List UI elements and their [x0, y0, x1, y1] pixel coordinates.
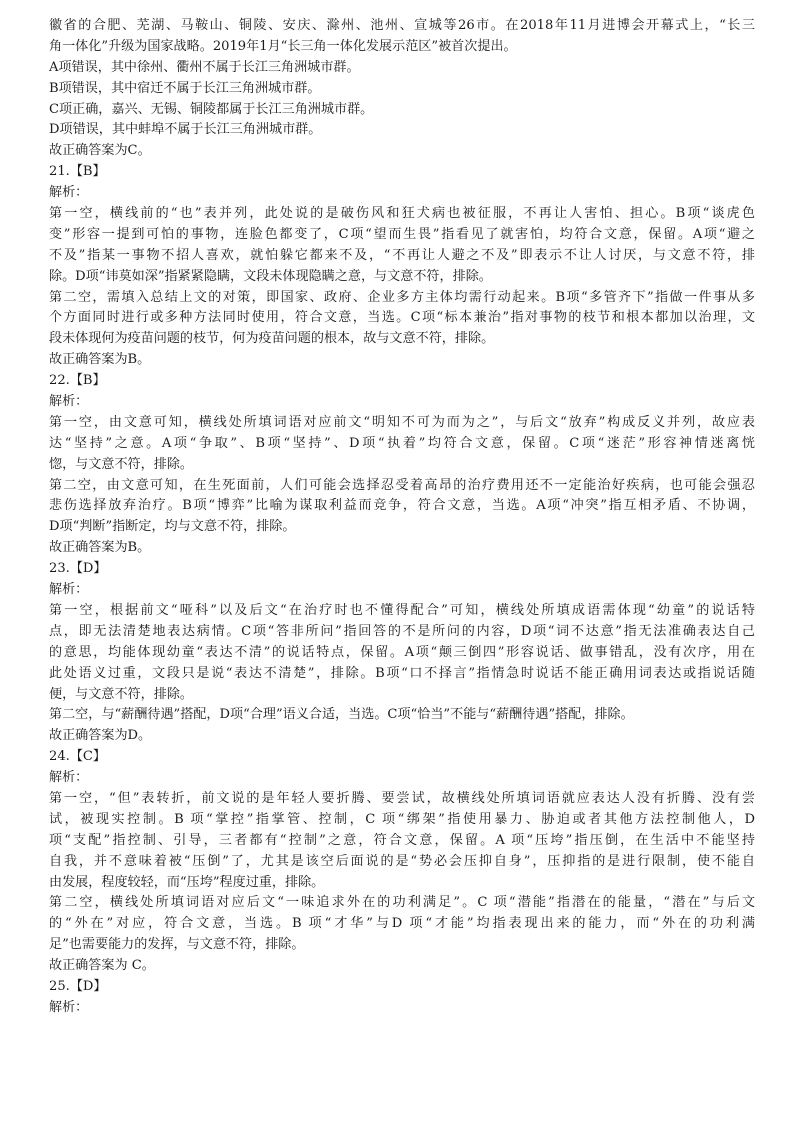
text-line: 第二空，与“薪酬待遇”搭配，D项“合理”语义合适，当选。C项“恰当”不能与“薪酬待遇”搭配，排除。	[49, 707, 634, 723]
text-line: 段未体现何为疫苗问题的枝节，何为疫苗问题的根本，故与文意不符，排除。	[49, 331, 495, 347]
text-line: 23.【D】	[49, 561, 107, 577]
text-line: 第二空，由文意可知，在生死面前，人们可能会选择忍受着高昂的治疗费用还不一定能治好疾病，也可能会强忍	[49, 477, 755, 493]
text-line: 便，与文意不符，排除。	[49, 686, 194, 702]
text-line: 足”也需要能力的发挥，与文意不符，排除。	[49, 937, 305, 953]
text-line: 不及”指某一事物不招人喜欢，就怕躲它都来不及，“不再让人避之不及”即表示不让人讨厌，与文意不符，排	[49, 247, 755, 263]
text-line: 悲伤选择放弃治疗。B项“博弈”比喻为谋取利益而竞争，符合文意，当选。A项“冲突”指互相矛盾、不协调，	[49, 498, 755, 514]
text-line: 25.【D】	[49, 978, 107, 994]
text-line: 解析：	[49, 185, 89, 201]
text-line: 角一体化”升级为国家战略。2019年1月“长三角一体化发展示范区”被首次提出。	[49, 38, 517, 54]
text-line: 解析：	[49, 394, 89, 410]
text-line: 第二空，横线处所填词语对应后文“一味追求外在的功利满足”。C 项“潜能”指潜在的能量，“潜在”与后文	[49, 895, 755, 911]
text-line: 点，即无法清楚地表达病情。C项“答非所问”指回答的不是所问的内容，D项“词不达意”指无法准确表达自己	[49, 623, 755, 639]
text-line: 第一空，横线前的“也”表并列，此处说的是破伤风和狂犬病也被征服，不再让人害怕、担心。B项“谈虎色	[49, 206, 755, 222]
document-page	[49, 16, 755, 1019]
text-line: 解析：	[49, 999, 89, 1015]
text-line: B项错误，其中宿迁不属于长江三角洲城市群。	[49, 80, 321, 96]
text-line: 达“坚持”之意。A项“争取”、B项“坚持”、D项“执着”均符合文意，保留。C项“迷茫”形容神情迷离恍	[49, 435, 755, 451]
text-line: 的意思，均能体现幼童“表达不清”的说话特点，保留。A项“颠三倒四”形容说话、做事错乱，没有次序，用在	[49, 644, 755, 660]
text-line: 故正确答案为B。	[49, 352, 151, 368]
text-line: 自我，并不意味着被“压倒”了，尤其是该空后面说的是“势必会压抑自身”，压抑指的是进行限制，使不能自	[49, 853, 755, 869]
text-line: 项“支配”指控制、引导，三者都有“控制”之意，符合文意，保留。A 项“压垮”指压倒，在生活中不能坚持	[49, 832, 755, 848]
text-line: 变”形容一提到可怕的事物，连脸色都变了，C项“望而生畏”指看见了就害怕，均符合文意，保留。A项“避之	[49, 226, 755, 242]
text-line: 惚，与文意不符，排除。	[49, 456, 194, 472]
text-line: 第一空，由文意可知，横线处所填词语对应前文“明知不可为而为之”，与后文“放弃”构成反义并列，故应表	[49, 414, 755, 430]
text-line: 故正确答案为B。	[49, 540, 151, 556]
text-line: 故正确答案为C。	[49, 143, 151, 159]
text-line: 解析：	[49, 582, 89, 598]
text-line: 22.【B】	[49, 373, 106, 389]
text-line: 由发展，程度较轻，而“压垮”程度过重，排除。	[49, 874, 325, 890]
text-line: 解析：	[49, 770, 89, 786]
text-line: 24.【C】	[49, 749, 107, 765]
text-line: 此处语义过重，文段只是说“表达不清楚”，排除。B项“口不择言”指情急时说话不能正确用词表达或指说话随	[49, 665, 755, 681]
text-line: 个方面同时进行或多种方法同时使用，符合文意，当选。C项“标本兼治”指对事物的枝节和根本都加以治理，文	[49, 310, 755, 326]
text-line: A项错误，其中徐州、衢州不属于长江三角洲城市群。	[49, 59, 360, 75]
text-line: D项错误，其中蚌埠不属于长江三角洲城市群。	[49, 122, 322, 138]
text-line: 试，被现实控制。B 项“掌控”指掌管、控制，C 项“绑架”指使用暴力、胁迫或者其他方法控制他人，D	[49, 811, 755, 827]
text-line: 第二空，需填入总结上文的对策，即国家、政府、企业多方主体均需行动起来。B项“多管齐下”指做一件事从多	[49, 289, 755, 305]
text-line: 的“外在”对应，符合文意，当选。B 项“才华”与D 项“才能”均指表现出来的能力，而“外在的功利满	[49, 916, 755, 932]
text-line: 第一空，“但”表转折，前文说的是年轻人要折腾、要尝试，故横线处所填词语就应表达人没有折腾、没有尝	[49, 790, 755, 806]
text-line: 故正确答案为D。	[49, 728, 152, 744]
text-line: 除。D项“讳莫如深”指紧紧隐瞒，文段未体现隐瞒之意，与文意不符，排除。	[49, 268, 492, 284]
text-line: 徽省的合肥、芜湖、马鞍山、铜陵、安庆、滁州、池州、宣城等26市。在2018年11月进博会开幕式上，“长三	[49, 18, 755, 33]
text-line: 21.【B】	[49, 164, 106, 180]
text-line: 故正确答案为 C。	[49, 958, 155, 974]
text-line: C项正确，嘉兴、无锡、铜陵都属于长江三角洲城市群。	[49, 101, 374, 117]
text-line: 第一空，根据前文“哑科”以及后文“在治疗时也不懂得配合”可知，横线处所填成语需体现“幼童”的说话特	[49, 602, 755, 618]
text-line: D项“判断”指断定，均与文意不符，排除。	[49, 519, 296, 535]
